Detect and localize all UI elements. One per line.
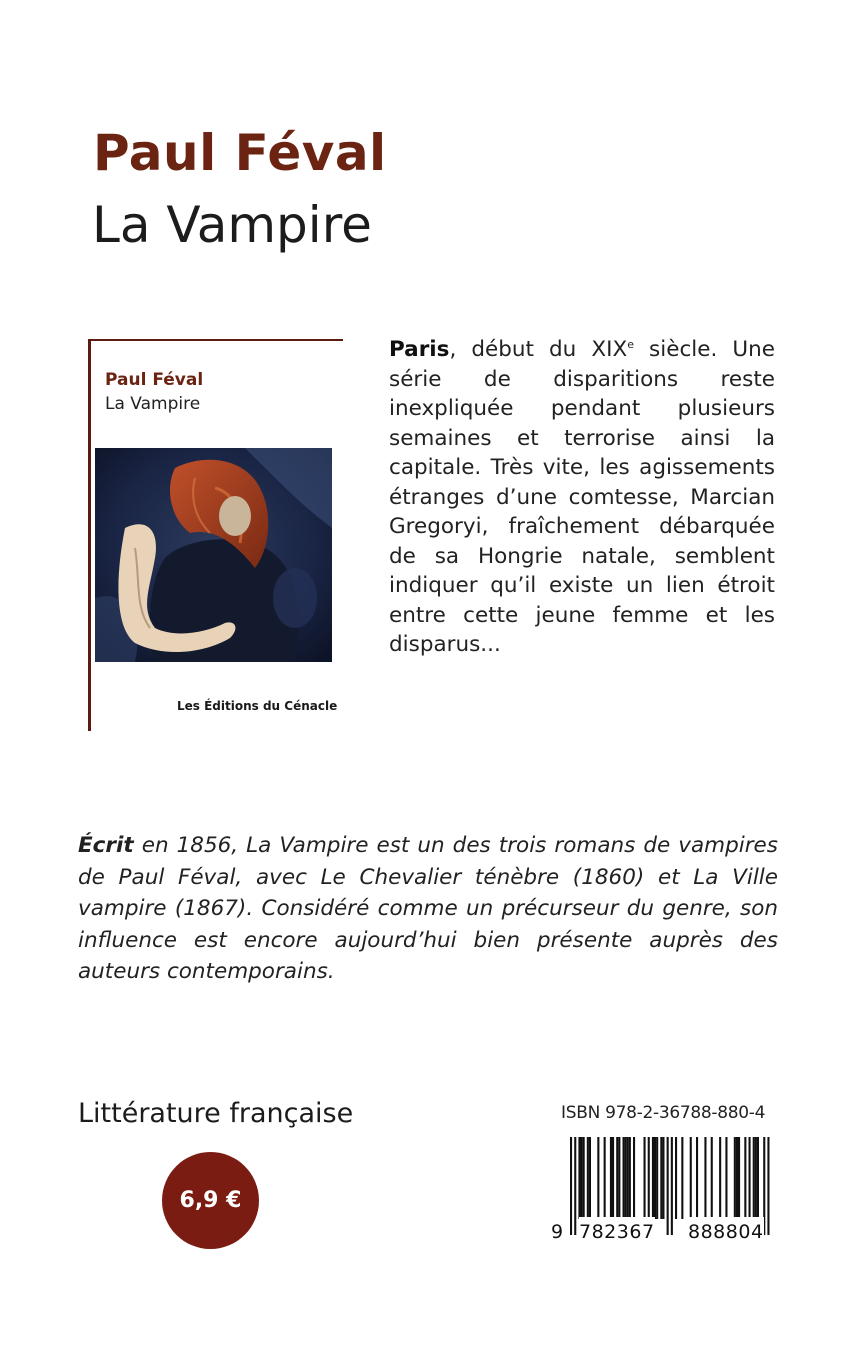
blurb [78,830,778,988]
synopsis-sup: e [627,337,634,351]
barcode-bar [597,1137,599,1219]
barcode-bar [656,1137,658,1219]
cover-title: La Vampire [92,196,372,254]
price-text: 6,9 € [179,1188,242,1213]
barcode-bar [633,1137,635,1219]
barcode-bar [610,1137,612,1219]
barcode-right-digits: 888804 [688,1217,764,1247]
barcode-bar [625,1137,627,1219]
blurb-lead: Écrit [78,833,134,858]
barcode-bar [749,1137,751,1219]
barcode-bar [629,1137,631,1219]
barcode-bar [660,1137,662,1219]
barcode-bar [681,1137,683,1219]
barcode-bar [671,1137,673,1235]
barcode-bar [690,1137,692,1219]
barcode-left-digits: 782367 [579,1217,655,1247]
barcode-bar [767,1137,769,1235]
barcode-bar [589,1137,591,1219]
barcode-bar [581,1137,583,1219]
barcode-bar [738,1137,740,1219]
barcode-bar [704,1137,706,1219]
barcode-bar [652,1137,654,1219]
barcode-bar [744,1137,746,1219]
synopsis [389,335,775,660]
barcode-bar [587,1137,589,1219]
barcode-bar [675,1137,677,1219]
barcode-bar [662,1137,664,1219]
barcode-bar [648,1137,650,1219]
barcode-first-digit: 9 [551,1217,563,1247]
barcode-bar [696,1137,698,1219]
synopsis-text-a: , début du XIX [449,337,628,362]
synopsis-text-b: siècle. Une série de disparitions reste inexpliquée pendant plusieurs semaines et terrorise ainsi la capitale. Très vite, les agissements étranges d’une comtesse, Marcian Gregoryi, fraîchement débarquée de sa Hongrie natale, semblent indiquer qu’il existe un lien étroit entre cette jeune femme et les disparus... [389,337,775,657]
barcode-bar [627,1137,629,1219]
barcode-bar [623,1137,625,1219]
price-badge [162,1152,259,1249]
barcode-bar [725,1137,727,1219]
barcode-bar [736,1137,738,1219]
barcode-bar [753,1137,755,1219]
barcode-bar [719,1137,721,1219]
blurb-text: en 1856, La Vampire est un des trois romans de vampires de Paul Féval, avec Le Chevalier ténèbre (1860) et La Ville vampire (1867). Considéré comme un précurseur du genre, son influence est encore aujourd’hui bien présente auprès des auteurs contemporains. [78,833,778,984]
barcode-bar [667,1137,669,1235]
barcode-bar [574,1137,576,1235]
barcode-bar [654,1137,656,1219]
genre-label: Littérature française [78,1098,354,1129]
barcode-bar [604,1137,606,1219]
barcode-bar [644,1137,646,1219]
barcode-bar [570,1137,572,1235]
barcode-bar [578,1137,580,1219]
barcode-bar [757,1137,759,1219]
barcode-bar [618,1137,620,1219]
mini-cover-publisher: Les Éditions du Cénacle [177,699,338,713]
barcode-bar [734,1137,736,1219]
barcode-bar [755,1137,757,1219]
barcode-bar [616,1137,618,1219]
barcode-bar [711,1137,713,1219]
barcode-bar [612,1137,614,1219]
mini-cover [88,339,343,731]
mini-cover-title: La Vampire [105,394,201,414]
barcode-bar [583,1137,585,1219]
mini-cover-author: Paul Féval [105,370,204,390]
synopsis-lead: Paris [389,337,450,362]
isbn-text: ISBN 978-2-36788-880-4 [561,1103,766,1123]
cover-author: Paul Féval [93,124,387,182]
painting-icon [95,448,332,662]
